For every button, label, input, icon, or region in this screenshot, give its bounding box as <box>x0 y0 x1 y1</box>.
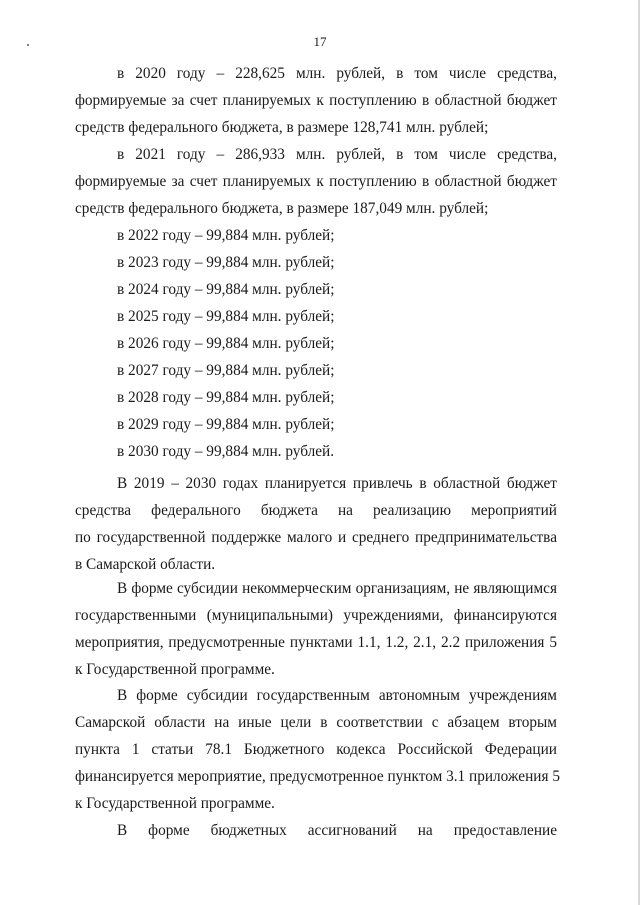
text-line: В 2019 – 2030 годах планируется привлечь в областной бюджет <box>117 475 557 492</box>
text-line: государственными (муниципальными) учреждениями, финансируются <box>75 607 557 624</box>
text-line: в Самарской области. <box>75 556 216 573</box>
text-line: в 2023 году – 99,884 млн. рублей; <box>117 254 335 271</box>
text-line: средств федерального бюджета, в размере 128,741 млн. рублей; <box>75 119 489 136</box>
text-line: в 2026 году – 99,884 млн. рублей; <box>117 335 335 352</box>
text-line: пункта 1 статьи 78.1 Бюджетного кодекса Российской Федерации <box>75 741 557 758</box>
text-line: в 2027 году – 99,884 млн. рублей; <box>117 362 335 379</box>
text-line: в 2021 году – 286,933 млн. рублей, в том числе средства, <box>117 146 557 163</box>
text-line: в 2022 году – 99,884 млн. рублей; <box>117 227 335 244</box>
text-line: мероприятия, предусмотренные пунктами 1.1, 1.2, 2.1, 2.2 приложения 5 <box>75 634 557 651</box>
text-line: в 2029 году – 99,884 млн. рублей; <box>117 416 335 433</box>
page-number: 17 <box>313 34 327 49</box>
text-line: по государственной поддержке малого и среднего предпринимательства <box>75 529 557 546</box>
text-line: в 2020 году – 228,625 млн. рублей, в том числе средства, <box>117 65 557 82</box>
text-line: к Государственной программе. <box>75 661 275 678</box>
text-line: финансируется мероприятие, предусмотренное пунктом 3.1 приложения 5 <box>75 768 560 785</box>
text-line: формируемые за счет планируемых к поступлению в областной бюджет <box>75 173 557 190</box>
text-line: в 2024 году – 99,884 млн. рублей; <box>117 281 335 298</box>
text-line: В форме субсидии государственным автономным учреждениям <box>117 687 557 704</box>
text-line: к Государственной программе. <box>75 795 275 812</box>
text-line: В форме бюджетных ассигнований на предоставление <box>117 822 557 839</box>
text-line: в 2025 году – 99,884 млн. рублей; <box>117 308 335 325</box>
text-line: Самарской области на иные цели в соответствии с абзацем вторым <box>75 714 557 731</box>
text-line: в 2030 году – 99,884 млн. рублей. <box>117 443 335 460</box>
text-line: средств федерального бюджета, в размере 187,049 млн. рублей; <box>75 200 489 217</box>
text-line: в 2028 году – 99,884 млн. рублей; <box>117 389 335 406</box>
text-line: средства федерального бюджета на реализацию мероприятий <box>75 502 557 519</box>
text-line: формируемые за счет планируемых к поступлению в областной бюджет <box>75 92 557 109</box>
text-line: В форме субсидии некоммерческим организациям, не являющимся <box>117 580 557 597</box>
